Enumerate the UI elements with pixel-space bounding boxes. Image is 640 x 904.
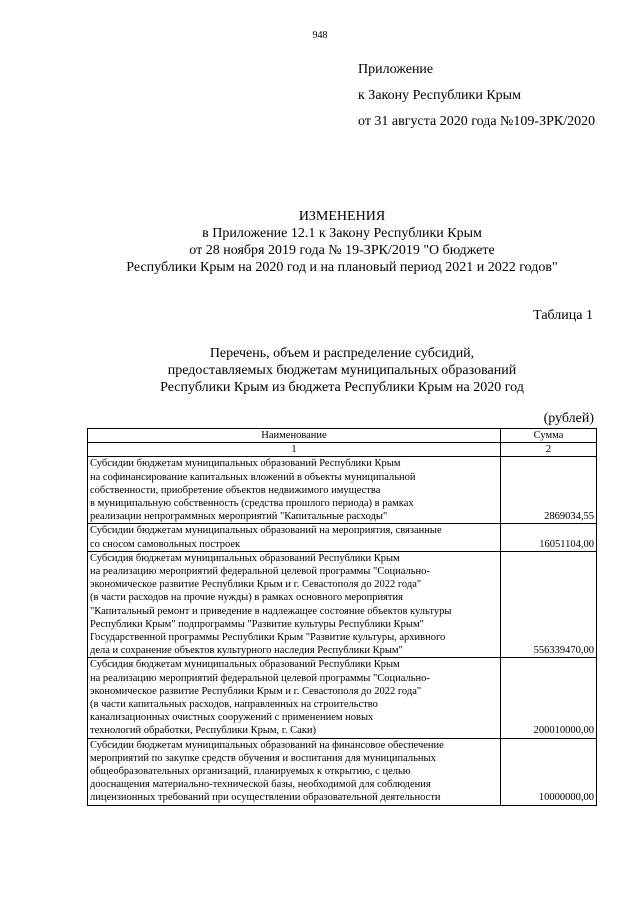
row-name-line: Республики Крым" подпрограммы "Развитие культуры Республики Крым": [90, 618, 424, 630]
table-header-row: [88, 429, 597, 443]
changes-line: в Приложение 12.1 к Закону Республики Крым: [202, 226, 482, 241]
changes-heading: [0, 208, 640, 276]
row-name-line: собственности, приобретение объектов недвижимого имущества: [90, 484, 381, 496]
row-name: [88, 524, 501, 551]
unit-label: (рублей): [543, 411, 594, 426]
row-name-line: дооснащения материально-технической базы, необходимой для соблюдения: [90, 779, 431, 791]
table-row: [88, 457, 597, 524]
row-name-line: на реализацию мероприятий федеральной целевой программы "Социально-: [90, 672, 430, 684]
col-number-name: 1: [88, 443, 501, 457]
table-row: [88, 738, 597, 805]
changes-line: от 28 ноября 2019 года № 19-ЗРК/2019 "О бюджете: [189, 243, 495, 258]
table-row: [88, 551, 597, 658]
row-sum: 2869034,55: [501, 457, 597, 524]
list-title-line: Перечень, объем и распределение субсидий,: [209, 346, 475, 361]
table-row: [88, 524, 597, 551]
row-name-line: на реализацию мероприятий федеральной целевой программы "Социально-: [90, 566, 430, 578]
column-number-row: [88, 443, 597, 457]
annex-line-1: Приложение: [358, 62, 434, 77]
row-name-line: Субсидии бюджетам муниципальных образований на мероприятия, связанные: [90, 525, 442, 537]
row-name-line: со сносом самовольных построек: [90, 538, 241, 550]
list-title-line: Республики Крым из бюджета Республики Крым на 2020 год: [160, 380, 524, 395]
row-sum: 10000000,00: [501, 738, 597, 805]
list-title-line: предоставляемых бюджетам муниципальных образований: [167, 363, 517, 378]
row-name-line: (в части расходов на прочие нужды) в рамках основного мероприятия: [90, 592, 403, 604]
list-title: [0, 345, 640, 396]
subsidies-table: [87, 428, 597, 806]
row-name-line: канализационных очистных сооружений с применением новых: [90, 712, 374, 724]
row-name-line: в муниципальную собственность (средства прошлого периода) в рамках: [90, 498, 414, 510]
page-number: 948: [312, 30, 328, 41]
row-name-line: технологий обработки, Республики Крым, г. Саки): [90, 725, 317, 737]
row-name-line: мероприятий по закупке средств обучения и воспитания для муниципальных: [90, 752, 436, 764]
row-name-line: на софинансирование капитальных вложений в объекты муниципальной: [90, 471, 416, 483]
row-name-line: "Капитальный ремонт и приведение в надлежащее состояние объектов культуры: [90, 605, 452, 617]
col-number-sum: 2: [501, 443, 597, 457]
row-name-line: (в части капитальных расходов, направленных на строительство: [90, 699, 378, 711]
row-name-line: экономическое развитие Республики Крым и г. Севастополя до 2022 года": [90, 579, 422, 591]
row-name-line: Государственной программы Республики Крым "Развитие культуры, архивного: [90, 632, 446, 644]
header-sum: Сумма: [501, 429, 597, 443]
row-name-line: дела и сохранение объектов культурного наследия Республики Крым": [90, 645, 403, 657]
annex-line-3: от 31 августа 2020 года №109-ЗРК/2020: [358, 114, 596, 129]
changes-title: ИЗМЕНЕНИЯ: [298, 209, 386, 224]
row-sum: 556339470,00: [501, 551, 597, 658]
row-name-line: Субсидии бюджетам муниципальных образований Республики Крым: [90, 458, 401, 470]
changes-line: Республики Крым на 2020 год и на плановый период 2021 и 2022 годов": [126, 260, 558, 275]
row-name-line: лицензионных требований при осуществлении образовательной деятельности: [90, 792, 441, 804]
table-label: Таблица 1: [533, 308, 593, 323]
row-name: [88, 738, 501, 805]
row-name-line: общеобразовательных организаций, планируемых к открытию, с целью: [90, 766, 411, 778]
row-name: [88, 658, 501, 738]
row-name-line: реализации непрограммных мероприятий "Капитальные расходы": [90, 511, 388, 523]
header-name: Наименование: [88, 429, 501, 443]
row-name: [88, 457, 501, 524]
table-row: [88, 658, 597, 738]
row-name: [88, 551, 501, 658]
row-name-line: Субсидия бюджетам муниципальных образований Республики Крым: [90, 659, 400, 671]
row-name-line: Субсидия бюджетам муниципальных образований Республики Крым: [90, 552, 400, 564]
row-sum: 200010000,00: [501, 658, 597, 738]
annex-line-2: к Закону Республики Крым: [358, 88, 521, 103]
row-name-line: Субсидии бюджетам муниципальных образований на финансовое обеспечение: [90, 739, 444, 751]
row-sum: 16051104,00: [501, 524, 597, 551]
row-name-line: экономическое развитие Республики Крым и г. Севастополя до 2022 года": [90, 685, 422, 697]
